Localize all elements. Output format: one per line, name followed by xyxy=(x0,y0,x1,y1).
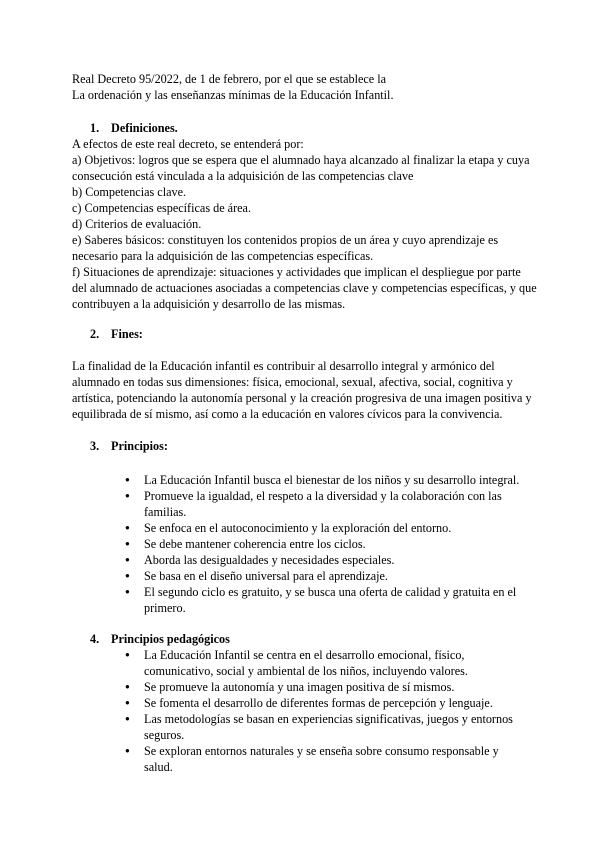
section-2-body xyxy=(72,358,532,422)
section-2-heading xyxy=(90,326,143,342)
list-item: ● Se enfoca en el autoconocimiento y la exploración del entorno. xyxy=(144,520,526,536)
section-4-title: Principios pedagógicos xyxy=(111,632,230,646)
definition-line: a) Objetivos: logros que se espera que el alumnado haya alcanzado al finalizar la etapa y cuya consecución está vinculada a la adquisición de las competencias clave xyxy=(72,153,530,183)
definition-line: A efectos de este real decreto, se entenderá por: xyxy=(72,137,304,151)
section-1-heading xyxy=(90,120,178,136)
fines-paragraph: La finalidad de la Educación infantil es contribuir al desarrollo integral y armónico del alumnado en todas sus dimensiones: física, emocional, sexual, afectiva, social, cognitiva y artística, potenciando la autonomía personal y la creación progresiva de una imagen positiva y equilibrada de sí mismo, así como a la educación en valores cívicos para la convivencia. xyxy=(72,359,532,421)
intro-line-1: Real Decreto 95/2022, de 1 de febrero, por el que se establece la xyxy=(72,72,387,86)
section-4-number: 4. xyxy=(90,632,100,646)
definition-line: e) Saberes básicos: constituyen los contenidos propios de un área y cuyo aprendizaje es necesario para la adquisición de las competencias específicas. xyxy=(72,233,499,263)
definition-line: c) Competencias específicas de área. xyxy=(72,201,251,215)
list-item: ● Aborda las desigualdades y necesidades especiales. xyxy=(144,552,526,568)
list-item: ● Se basa en el diseño universal para el aprendizaje. xyxy=(144,568,526,584)
section-2-number: 2. xyxy=(90,327,100,341)
list-item: ● El segundo ciclo es gratuito, y se busca una oferta de calidad y gratuita en el primero. xyxy=(144,584,526,616)
list-item: ● Se debe mantener coherencia entre los ciclos. xyxy=(144,536,526,552)
document-intro xyxy=(72,71,542,103)
list-item: ● La Educación Infantil busca el bienestar de los niños y su desarrollo integral. xyxy=(144,472,526,488)
list-item: ● Se promueve la autonomía y una imagen positiva de sí mismos. xyxy=(144,679,519,695)
section-1-number: 1. xyxy=(90,121,100,135)
section-1-body xyxy=(72,136,537,312)
intro-line-2: La ordenación y las enseñanzas mínimas de la Educación Infantil. xyxy=(72,88,394,102)
definition-line: d) Criterios de evaluación. xyxy=(72,217,202,231)
principios-list xyxy=(144,472,526,616)
list-item: ● Se exploran entornos naturales y se enseña sobre consumo responsable y salud. xyxy=(144,743,519,775)
definition-line: b) Competencias clave. xyxy=(72,185,187,199)
principios-pedagogicos-list xyxy=(144,647,519,775)
section-3-number: 3. xyxy=(90,439,100,453)
section-4-heading xyxy=(90,631,230,647)
section-2-title: Fines: xyxy=(111,327,143,341)
section-3-title: Principios: xyxy=(111,439,168,453)
section-3-heading xyxy=(90,438,168,454)
list-item: ● La Educación Infantil se centra en el desarrollo emocional, físico, comunicativo, social y ambiental de los niños, incluyendo valores. xyxy=(144,647,519,679)
list-item: ● Se fomenta el desarrollo de diferentes formas de percepción y lenguaje. xyxy=(144,695,519,711)
list-item: ● Las metodologías se basan en experiencias significativas, juegos y entornos seguros. xyxy=(144,711,519,743)
definition-line: f) Situaciones de aprendizaje: situaciones y actividades que implican el despliegue por parte del alumnado de actuaciones asociadas a competencias clave y competencias específicas, y que contribuyen a la adquisición y desarrollo de las mismas. xyxy=(72,265,537,311)
list-item: ● Promueve la igualdad, el respeto a la diversidad y la colaboración con las familias. xyxy=(144,488,526,520)
section-1-title: Definiciones. xyxy=(111,121,178,135)
